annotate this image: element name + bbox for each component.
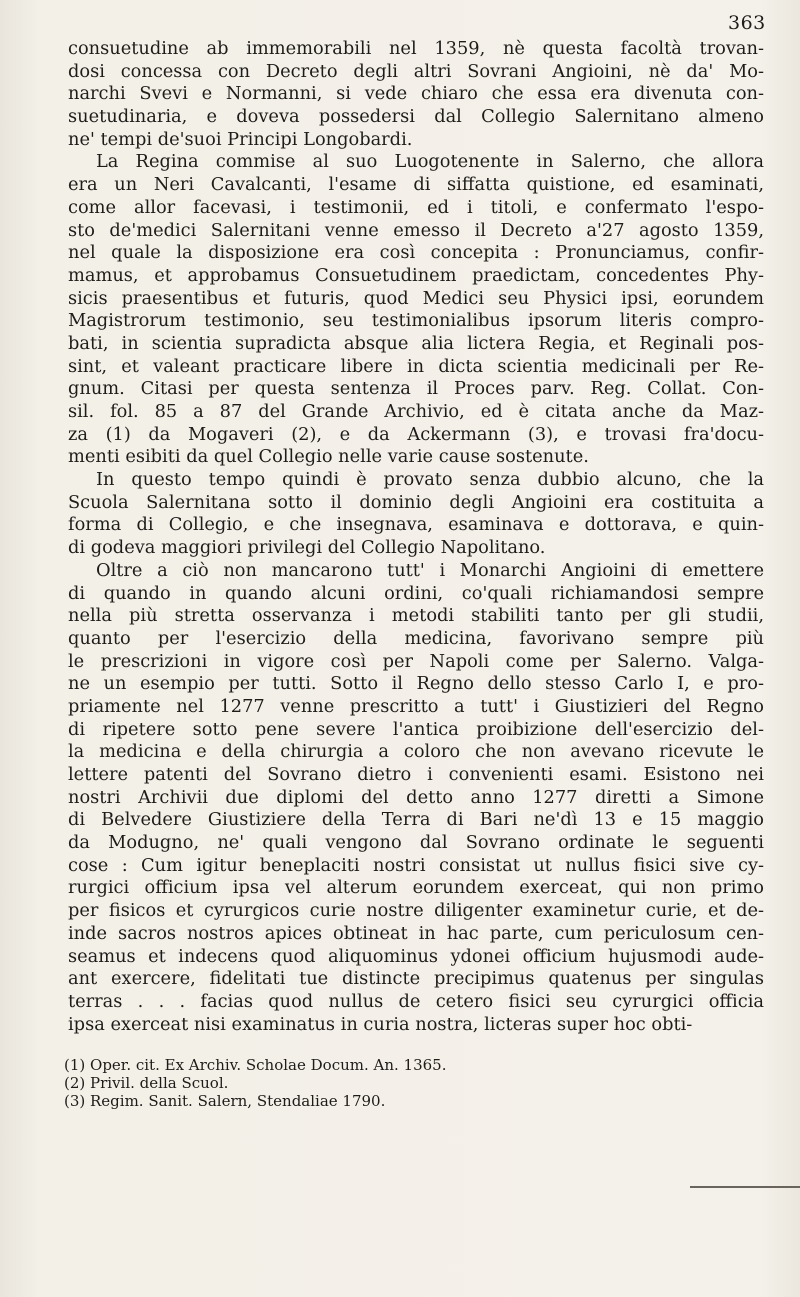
footnote: (1) Oper. cit. Ex Archiv. Scholae Docum. An. 1365. [64, 1056, 447, 1074]
text-line: sto de'medici Salernitani venne emesso il Decreto a'27 agosto 1359, [68, 219, 764, 241]
text-line: suetudinaria, e doveva possedersi dal Collegio Salernitano almeno [68, 106, 764, 128]
text-line: terras . . . facias quod nullus de cetero fisici seu cyrurgici officia [68, 990, 764, 1012]
text-line: ne un esempio per tutti. Sotto il Regno dello stesso Carlo I, e pro- [68, 673, 764, 695]
text-line: nel quale la disposizione era così concepita : Pronunciamus, confir- [68, 242, 764, 264]
text-line: di godeva maggiori privilegi del Collegio Napolitano. [68, 537, 546, 559]
text-line: gnum. Citasi per questa sentenza il Proces parv. Reg. Collat. Con- [68, 378, 764, 400]
text-line: ipsa exerceat nisi examinatus in curia nostra, licteras super hoc obti- [68, 1013, 693, 1035]
text-line: priamente nel 1277 venne prescritto a tutt' i Giustizieri del Regno [68, 695, 764, 717]
text-line: Magistrorum testimonio, seu testimonialibus ipsorum literis compro- [68, 310, 764, 332]
text-line: sicis praesentibus et futuris, quod Medici seu Physici ipsi, eorundem [68, 287, 764, 309]
text-line: per fisicos et cyrurgicos curie nostre diligenter examinetur curie, et de- [68, 900, 764, 922]
text-line: ant exercere, fidelitati tue distincte precipimus quatenus per singulas [68, 968, 764, 990]
text-line: La Regina commise al suo Luogotenente in Salerno, che allora [96, 151, 764, 173]
text-line: dosi concessa con Decreto degli altri Sovrani Angioini, nè da' Mo- [68, 60, 764, 82]
page-edge-line [690, 1186, 800, 1188]
text-line: come allor facevasi, i testimonii, ed i titoli, e confermato l'espo- [68, 196, 764, 218]
text-line: za (1) da Mogaveri (2), e da Ackermann (3), e trovasi fra'docu- [68, 423, 764, 445]
text-line: inde sacros nostros apices obtineat in hac parte, cum periculosum cen- [68, 922, 764, 944]
text-line: bati, in scientia supradicta absque alia lictera Regia, et Reginali pos- [68, 332, 764, 354]
text-line: narchi Svevi e Normanni, si vede chiaro che essa era divenuta con- [68, 83, 764, 105]
text-line: sil. fol. 85 a 87 del Grande Archivio, ed è citata anche da Maz- [68, 401, 764, 422]
text-line: consuetudine ab immemorabili nel 1359, nè questa facoltà trovan- [68, 38, 764, 59]
text-line: sint, et valeant practicare libere in dicta scientia medicinali per Re- [68, 355, 764, 377]
text-line: Oltre a ciò non mancarono tutt' i Monarchi Angioini di emettere [96, 559, 764, 581]
text-line: di ripetere sotto pene severe l'antica proibizione dell'esercizio del- [68, 718, 764, 740]
text-line: cose : Cum igitur beneplaciti nostri consistat ut nullus fisici sive cy- [68, 854, 764, 876]
text-line: ne' tempi de'suoi Principi Longobardi. [68, 128, 413, 150]
text-line: rurgici officium ipsa vel alterum eorundem exerceat, qui non primo [68, 877, 764, 899]
text-line: seamus et indecens quod aliquominus ydonei officium hujusmodi aude- [68, 945, 764, 967]
text-line: In questo tempo quindi è provato senza dubbio alcuno, che la [96, 469, 764, 491]
text-line: la medicina e della chirurgia a coloro che non avevano ricevute le [68, 741, 764, 763]
text-line: da Modugno, ne' quali vengono dal Sovrano ordinate le seguenti [68, 832, 764, 854]
text-line: mamus, et approbamus Consuetudinem praedictam, concedentes Phy- [68, 264, 764, 286]
text-line: Scuola Salernitana sotto il dominio degli Angioini era costituita a [68, 491, 764, 513]
text-line: le prescrizioni in vigore così per Napoli come per Salerno. Valga- [68, 650, 764, 672]
page-number: 363 [728, 12, 766, 34]
text-line: nostri Archivii due diplomi del detto anno 1277 diretti a Simone [68, 786, 764, 808]
body-text [68, 38, 764, 1036]
text-line: di quando in quando alcuni ordini, co'quali richiamandosi sempre [68, 582, 764, 604]
text-line: era un Neri Cavalcanti, l'esame di siffatta quistione, ed esaminati, [68, 174, 764, 196]
text-line: forma di Collegio, e che insegnava, esaminava e dottorava, e quin- [68, 514, 764, 536]
footnote: (2) Privil. della Scuol. [64, 1074, 229, 1092]
text-line: quanto per l'esercizio della medicina, favorivano sempre più [68, 627, 764, 649]
text-line: nella più stretta osservanza i metodi stabiliti tanto per gli studii, [68, 605, 764, 627]
text-line: menti esibiti da quel Collegio nelle varie cause sostenute. [68, 446, 589, 468]
footnotes [64, 1056, 760, 1110]
text-line: lettere patenti del Sovrano dietro i convenienti esami. Esistono nei [68, 764, 764, 785]
footnote: (3) Regim. Sanit. Salern, Stendaliae 1790. [64, 1092, 386, 1110]
text-line: di Belvedere Giustiziere della Terra di Bari ne'dì 13 e 15 maggio [68, 809, 764, 831]
